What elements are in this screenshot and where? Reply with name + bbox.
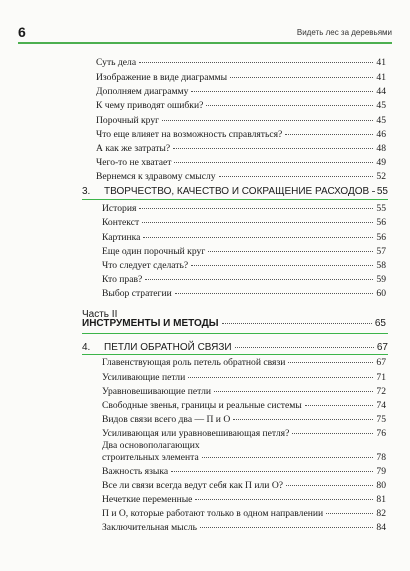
part-title: ИНСТРУМЕНТЫ И МЕТОДЫ <box>82 318 219 329</box>
toc-chapter-4[interactable] <box>82 342 388 353</box>
dot-leader <box>142 222 373 223</box>
toc-entry[interactable] <box>102 203 386 214</box>
toc-entry[interactable] <box>102 452 386 463</box>
toc-entry-title: Что следует сделать? <box>102 260 189 271</box>
dot-leader <box>222 323 372 324</box>
toc-entry[interactable] <box>96 143 386 154</box>
toc-entry[interactable] <box>102 246 386 257</box>
toc-entry-page: 56 <box>376 217 386 228</box>
chapter-number: 3. <box>82 186 91 197</box>
dot-leader <box>326 513 373 514</box>
dot-leader <box>372 191 374 192</box>
toc-entry-title: Чего-то не хватает <box>96 157 172 168</box>
page-header <box>18 24 392 48</box>
dot-leader <box>286 485 373 486</box>
dot-leader <box>171 471 373 472</box>
toc-entry-page: 46 <box>376 129 386 140</box>
toc-entry[interactable] <box>102 494 386 505</box>
toc-entry-title: Свободные звенья, границы и реальные системы <box>102 400 302 411</box>
toc-entry-page: 60 <box>376 288 386 299</box>
toc-entry[interactable] <box>102 274 386 285</box>
toc-entry[interactable] <box>102 288 386 299</box>
dot-leader <box>230 77 373 78</box>
toc-entry-title: Суть дела <box>96 57 137 68</box>
toc-entry-title: строительных элемента <box>102 452 199 463</box>
toc-entry-multiline-line1: Два основополагающих <box>102 440 200 451</box>
toc-entry[interactable] <box>102 522 386 533</box>
toc-entry-title: Уравновешивающие петли <box>102 386 211 397</box>
dot-leader <box>143 237 373 238</box>
dot-leader <box>219 176 374 177</box>
dot-leader <box>188 377 373 378</box>
toc-entry-page: 49 <box>376 157 386 168</box>
toc-entry-page: 52 <box>376 171 386 182</box>
chapter-number: 4. <box>82 342 91 353</box>
toc-entry-title: Картинка <box>102 232 141 243</box>
dot-leader <box>206 105 373 106</box>
toc-entry-page: 59 <box>376 274 386 285</box>
toc-entry-title: Дополняем диаграмму <box>96 86 189 97</box>
dot-leader <box>191 91 373 92</box>
toc-entry[interactable] <box>102 508 386 519</box>
header-rule <box>18 42 392 44</box>
toc-entry-page: 45 <box>376 100 386 111</box>
chapter-title: ПЕТЛИ ОБРАТНОЙ СВЯЗИ <box>104 342 232 353</box>
toc-entry-title: Что еще влияет на возможность справляться? <box>96 129 283 140</box>
toc-entry[interactable] <box>102 372 386 383</box>
toc-entry-title: Порочный круг <box>96 115 160 126</box>
toc-entry-title: История <box>102 203 137 214</box>
toc-entry-page: 41 <box>376 72 386 83</box>
toc-entry-page: 79 <box>376 466 386 477</box>
toc-entry-page: 80 <box>376 480 386 491</box>
toc-entry-page: 74 <box>376 400 386 411</box>
toc-entry-page: 58 <box>376 260 386 271</box>
toc-entry-page: 41 <box>376 57 386 68</box>
dot-leader <box>195 499 373 500</box>
toc-entry[interactable] <box>96 100 386 111</box>
toc-entry[interactable] <box>102 466 386 477</box>
dot-leader <box>288 362 373 363</box>
dot-leader <box>214 391 373 392</box>
page-number: 6 <box>18 24 26 40</box>
dot-leader <box>174 162 373 163</box>
toc-entry-title: Главенствующая роль петель обратной связи <box>102 357 286 368</box>
running-title: Видеть лес за деревьями <box>296 28 392 37</box>
toc-entry-page: 48 <box>376 143 386 154</box>
toc-chapter-3[interactable] <box>82 186 388 197</box>
toc-entry-page: 84 <box>376 522 386 533</box>
part-label: Часть II <box>82 309 118 320</box>
toc-entry-page: 72 <box>376 386 386 397</box>
toc-entry-page: 78 <box>376 452 386 463</box>
dot-leader <box>139 208 373 209</box>
toc-entry-page: 55 <box>376 203 386 214</box>
toc-entry-title: Все ли связи всегда ведут себя как П или О? <box>102 480 284 491</box>
dot-leader <box>175 293 374 294</box>
toc-entry-title: Нечеткие переменные <box>102 494 193 505</box>
toc-entry-page: 71 <box>376 372 386 383</box>
dot-leader <box>233 419 373 420</box>
toc-entry-page: 67 <box>376 357 386 368</box>
toc-entry-title: А как же затраты? <box>96 143 171 154</box>
toc-entry-title: Контекст <box>102 217 140 228</box>
toc-entry[interactable] <box>102 400 386 411</box>
dot-leader <box>235 347 374 348</box>
toc-entry-title: Усиливающие петли <box>102 372 186 383</box>
toc-entry-page: 76 <box>376 428 386 439</box>
toc-entry[interactable] <box>102 414 386 425</box>
toc-entry[interactable] <box>102 357 386 368</box>
toc-entry-page: 45 <box>376 115 386 126</box>
toc-entry[interactable] <box>102 217 386 228</box>
chapter-page: 55 <box>376 186 388 197</box>
toc-entry-title: Еще один порочный круг <box>102 246 206 257</box>
dot-leader <box>305 405 374 406</box>
toc-entry-page: 56 <box>376 232 386 243</box>
toc-entry[interactable] <box>96 157 386 168</box>
toc-entry[interactable] <box>102 260 386 271</box>
toc-entry[interactable] <box>96 57 386 68</box>
toc-entry-title: Выбор стратегии <box>102 288 172 299</box>
dot-leader <box>285 134 373 135</box>
chapter-rule <box>82 199 388 200</box>
toc-entry-title: Вернемся к здравому смыслу <box>96 171 216 182</box>
dot-leader <box>208 251 373 252</box>
chapter-title: ТВОРЧЕСТВО, КАЧЕСТВО И СОКРАЩЕНИЕ РАСХОДОВ <box>104 186 370 197</box>
toc-entry-title: К чему приводят ошибки? <box>96 100 204 111</box>
toc-entry-title: Заключительная мысль <box>102 522 198 533</box>
toc-entry-title: Важность языка <box>102 466 169 477</box>
toc-entry[interactable] <box>96 129 386 140</box>
toc-entry-title: Усиливающая или уравновешивающая петля? <box>102 428 290 439</box>
part-page: 65 <box>374 318 386 329</box>
toc-entry-page: 81 <box>376 494 386 505</box>
toc-entry-page: 57 <box>376 246 386 257</box>
toc-entry-page: 82 <box>376 508 386 519</box>
dot-leader <box>200 527 373 528</box>
toc-entry[interactable] <box>96 115 386 126</box>
dot-leader <box>202 457 374 458</box>
toc-entry[interactable] <box>96 86 386 97</box>
toc-entry-page: 75 <box>376 414 386 425</box>
toc-entry-title: Изображение в виде диаграммы <box>96 72 228 83</box>
dot-leader <box>145 279 373 280</box>
toc-entry[interactable] <box>102 480 386 491</box>
toc-entry[interactable] <box>96 171 386 182</box>
chapter-rule <box>82 354 388 355</box>
toc-entry-title: П и О, которые работают только в одном направлении <box>102 508 324 519</box>
dot-leader <box>173 148 373 149</box>
toc-entry-title: Видов связи всего два — П и О <box>102 414 231 425</box>
dot-leader <box>292 433 373 434</box>
chapter-page: 67 <box>376 342 388 353</box>
toc-entry[interactable] <box>102 386 386 397</box>
toc-entry[interactable] <box>102 232 386 243</box>
toc-entry-page: 44 <box>376 86 386 97</box>
part-rule <box>82 333 388 334</box>
dot-leader <box>139 62 373 63</box>
toc-entry[interactable] <box>96 72 386 83</box>
dot-leader <box>191 265 373 266</box>
toc-part-2[interactable] <box>82 318 386 329</box>
toc-entry-title: Кто прав? <box>102 274 143 285</box>
dot-leader <box>162 120 373 121</box>
toc-entry[interactable] <box>102 428 386 439</box>
